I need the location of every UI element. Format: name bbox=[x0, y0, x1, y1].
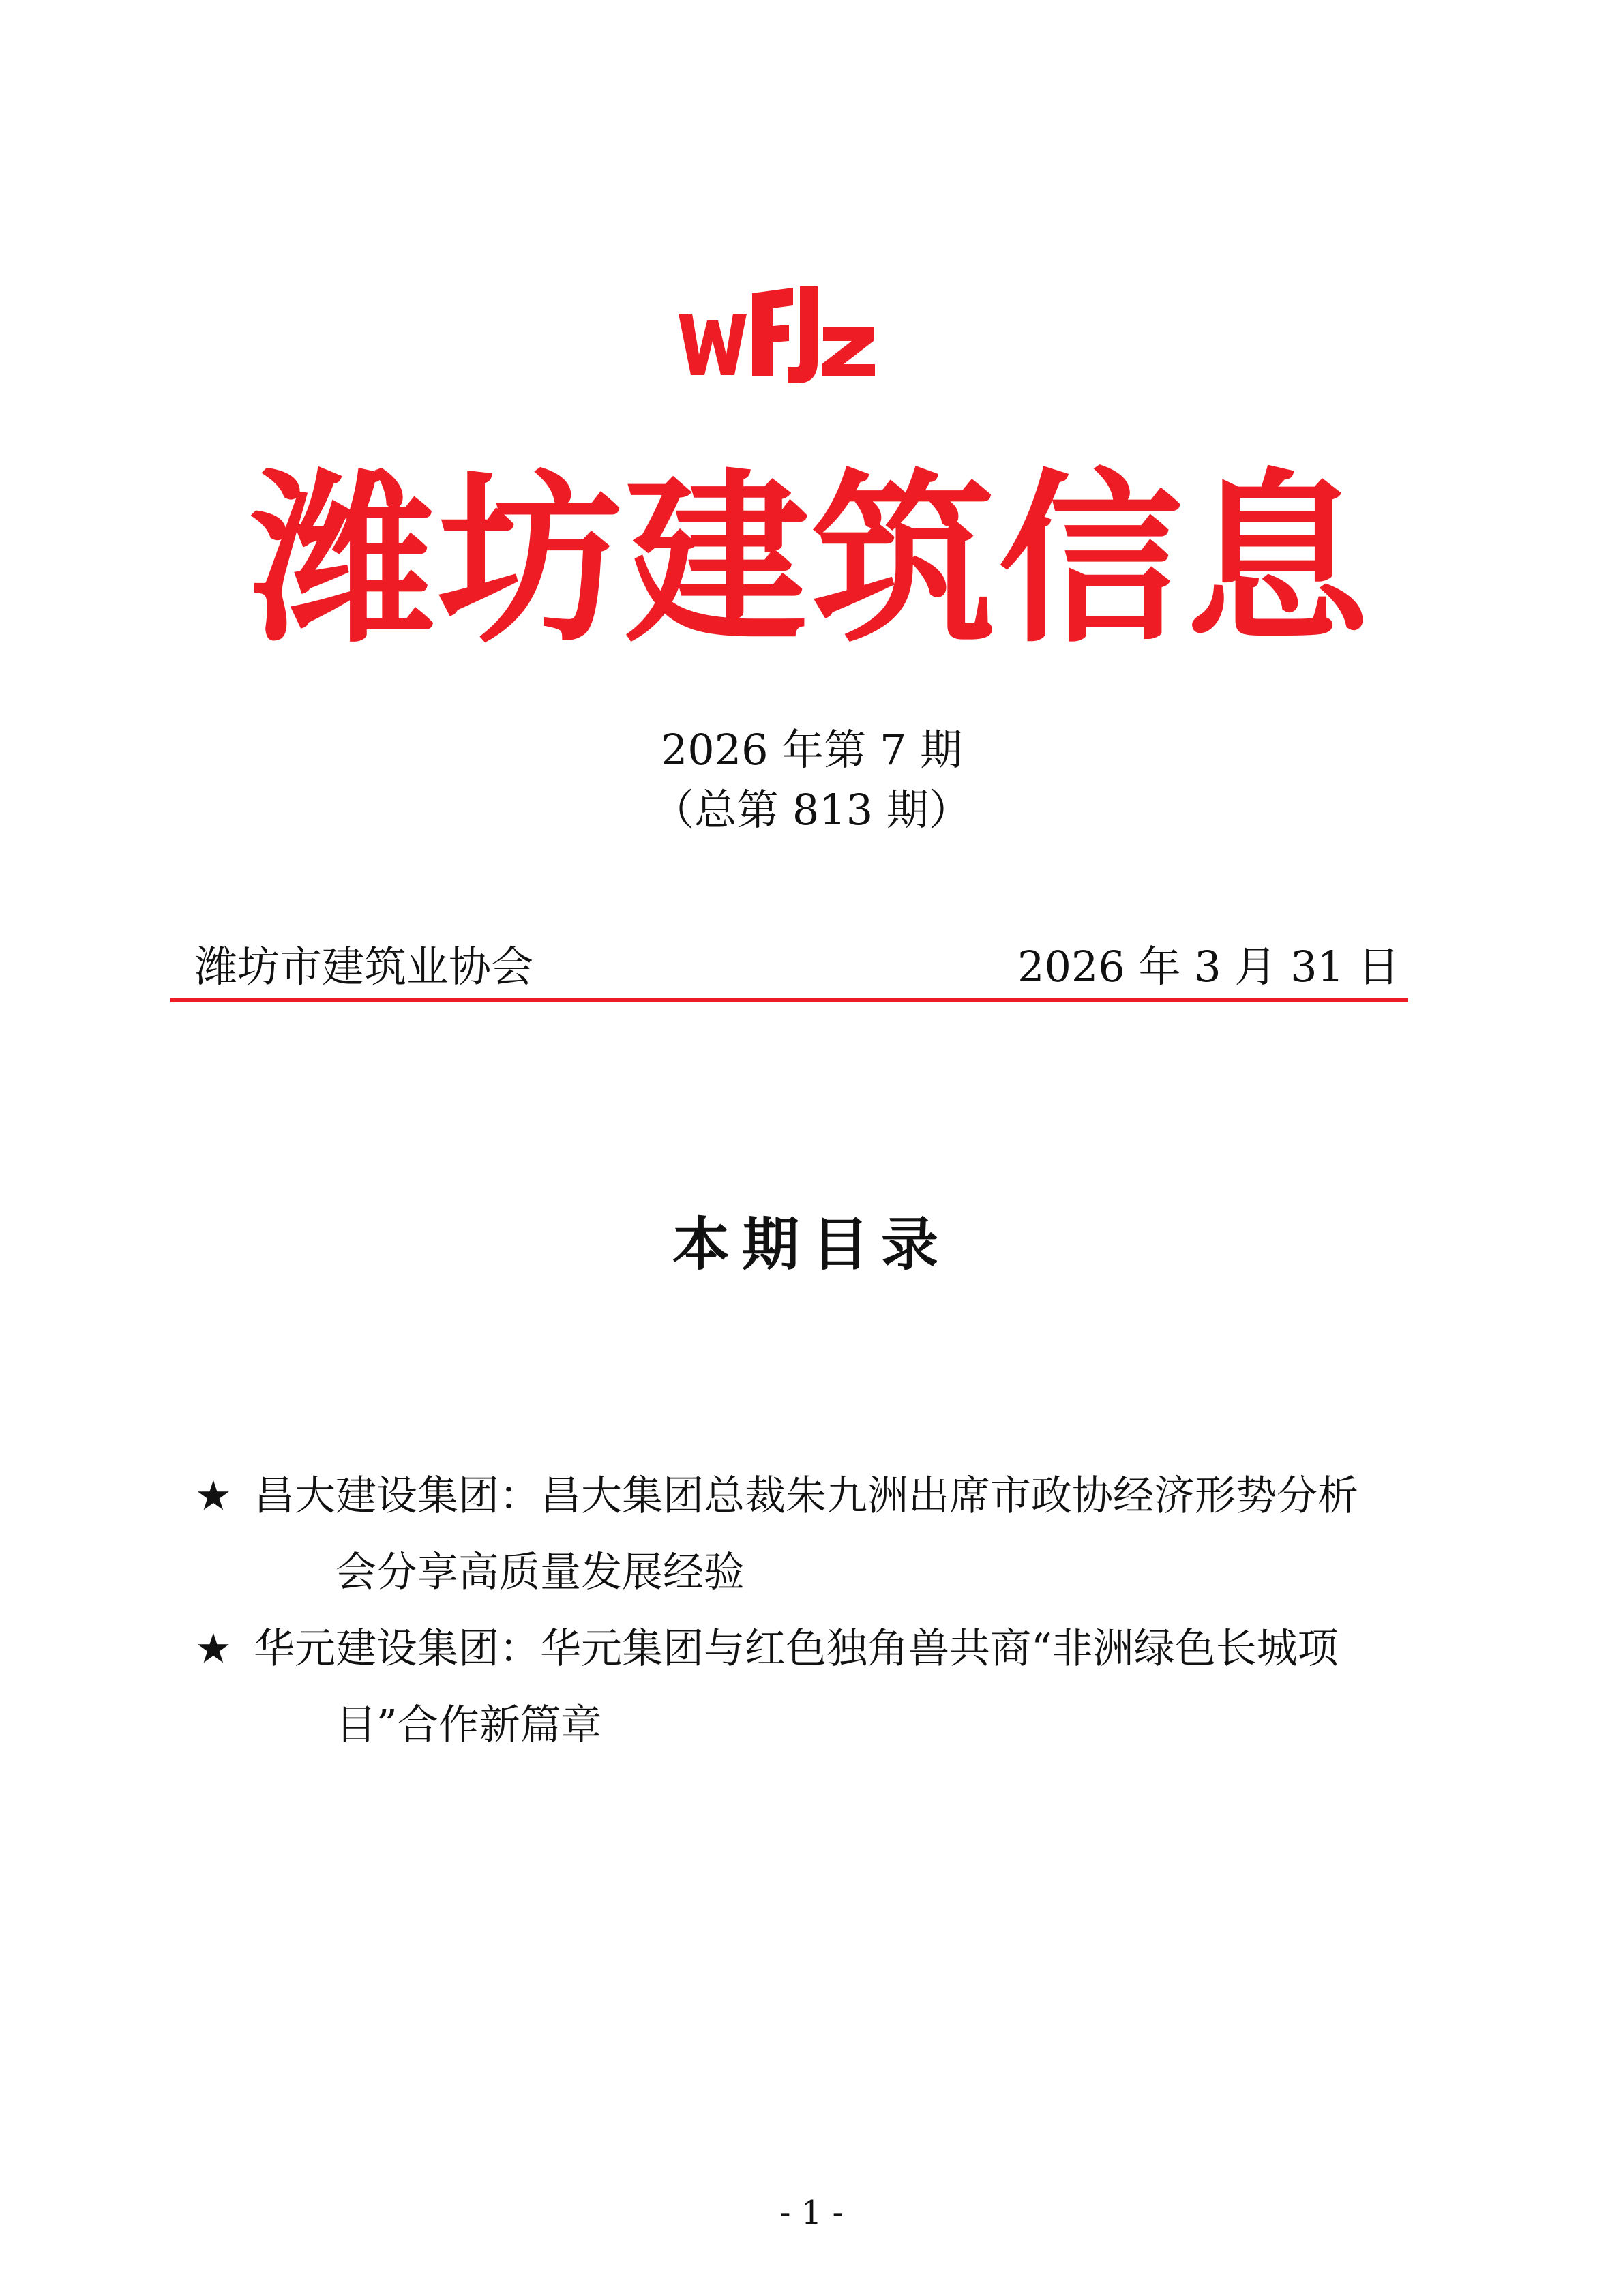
toc-item-line: 目”合作新篇章 bbox=[336, 1701, 602, 1749]
star-icon: ★ bbox=[195, 1625, 232, 1673]
toc-item-line: 华元建设集团：华元集团与红色独角兽共商“非洲绿色长城项 bbox=[254, 1625, 1339, 1673]
toc-item-line: 会分享高质量发展经验 bbox=[336, 1549, 745, 1596]
toc-item-line: 昌大建设集团：昌大集团总裁朱九洲出席市政协经济形势分析 bbox=[254, 1472, 1358, 1520]
toc-item bbox=[195, 1458, 1443, 1611]
header-divider bbox=[170, 998, 1408, 1002]
issue-number: 2026 年第 7 期 bbox=[660, 725, 963, 775]
issue-total-number: （总第 813 期） bbox=[652, 785, 971, 835]
toc-list bbox=[195, 1458, 1443, 1763]
toc-item bbox=[195, 1611, 1443, 1763]
toc-title: 本期目录 bbox=[672, 1210, 951, 1278]
page-number: - 1 - bbox=[779, 2194, 844, 2232]
publish-date: 2026 年 3 月 31 日 bbox=[1017, 942, 1400, 992]
star-icon: ★ bbox=[195, 1472, 232, 1520]
wfjz-logo bbox=[672, 273, 883, 396]
publisher-name: 潍坊市建筑业协会 bbox=[195, 942, 534, 992]
masthead-title: 潍坊建筑信息 bbox=[251, 451, 1372, 668]
